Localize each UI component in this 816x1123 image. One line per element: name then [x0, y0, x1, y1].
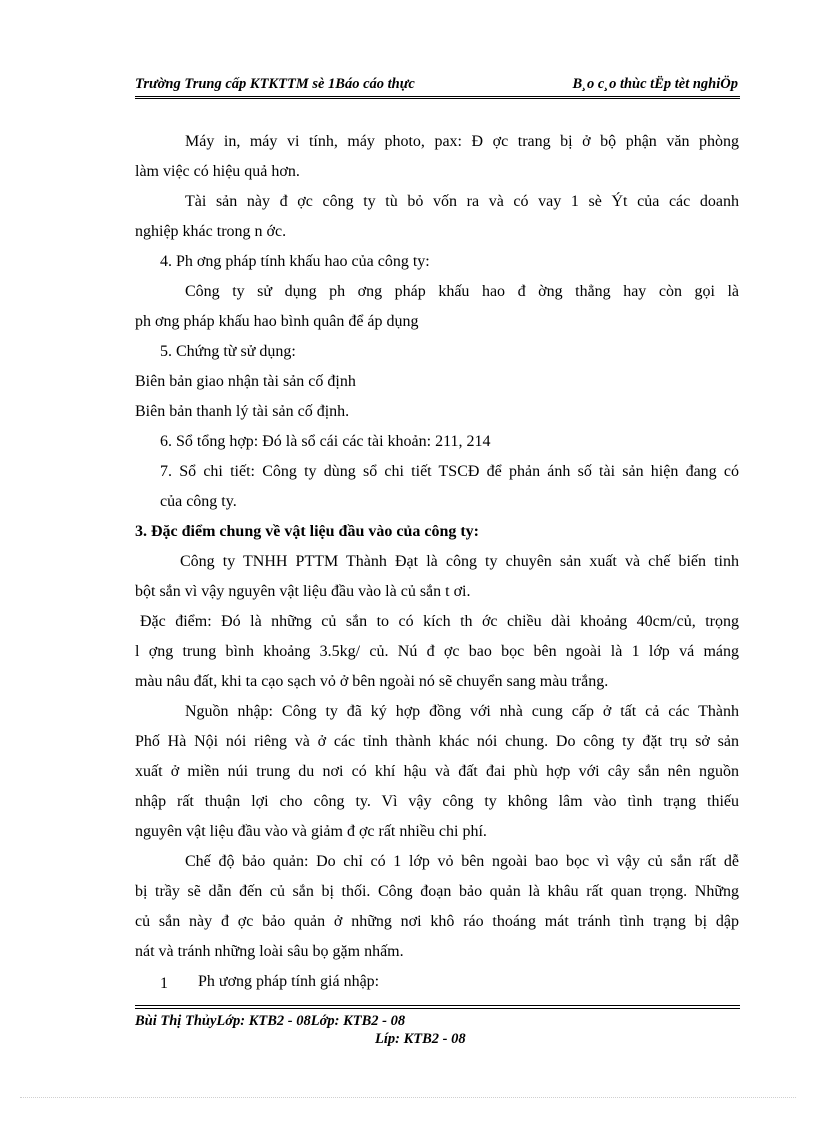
document-item: Biên bản giao nhận tài sản cố định [135, 373, 356, 390]
paragraph-line: l ợng trung bình khoảng 3.5kg/ củ. Nú đ ợc bao bọc bên ngoài là 1 lớp vá máng [135, 643, 739, 660]
paragraph-line: bị trầy sẽ dẫn đến củ sắn bị thối. Công đoạn bảo quản là khâu rất quan trọng. Những [135, 883, 739, 900]
section-heading-5: 5. Chứng từ sử dụng: [160, 343, 296, 360]
footer-class: Líp: KTB2 - 08 [375, 1031, 466, 1047]
section-heading-3: 3. Đặc điểm chung về vật liệu đầu vào của công ty: [135, 523, 479, 540]
paragraph-line: của công ty. [160, 493, 237, 510]
paragraph-line: nguyên vật liệu đầu vào và giảm đ ợc rất nhiều chi phí. [135, 823, 487, 840]
header-rule-2 [135, 98, 740, 99]
page-edge-dots [20, 1097, 796, 1098]
paragraph-line: xuất ở miền núi trung du nơi có khí hậu và đất đai phù hợp với cây sắn nên nguồn [135, 763, 739, 780]
list-number: 1 [160, 975, 168, 992]
list-item-text: Ph ương pháp tính giá nhập: [198, 973, 380, 990]
paragraph-line: Nguồn nhập: Công ty đã ký hợp đồng với nhà cung cấp ở tất cả các Thành [185, 703, 739, 720]
paragraph-line: bột sắn vì vậy nguyên vật liệu đầu vào là củ sắn t ơi. [135, 583, 471, 600]
footer-author-class: Bùi Thị ThủyLớp: KTB2 - 08Lớp: KTB2 - 08 [135, 1013, 406, 1029]
paragraph-line: ph ơng pháp khấu hao bình quân để áp dụng [135, 313, 419, 330]
paragraph-line: củ sắn này đ ợc bảo quản ở những nơi khô ráo thoáng mát tránh tình trạng bị dập [135, 913, 739, 930]
paragraph-line: Công ty sử dụng ph ơng pháp khấu hao đ ờng thẳng hay còn gọi là [185, 283, 739, 300]
paragraph-line: Máy in, máy vi tính, máy photo, pax: Đ ợc trang bị ở bộ phận văn phòng [185, 133, 739, 150]
section-heading-4: 4. Ph ơng pháp tính khấu hao của công ty: [160, 253, 430, 270]
paragraph-line: Chế độ bảo quản: Do chỉ có 1 lớp vỏ bên ngoài bao bọc vì vậy củ sắn rất dễ [185, 853, 739, 870]
paragraph-line: Phố Hà Nội nói riêng và ở các tỉnh thành khác nói chung. Do công ty đặt trụ sở sản [135, 733, 739, 750]
header-report-title: B¸o c¸o thùc tËp tèt nghiÖp [572, 76, 738, 92]
section-heading-6: 6. Sổ tổng hợp: Đó là sổ cái các tài khoản: 211, 214 [160, 433, 491, 450]
paragraph-line: màu nâu đất, khi ta cạo sạch vỏ ở bên ngoài nó sẽ chuyển sang màu trắng. [135, 673, 609, 690]
paragraph-line: Đặc điểm: Đó là những củ sắn to có kích th ớc chiều dài khoảng 40cm/củ, trọng [140, 613, 739, 630]
paragraph-line: nghiệp khác trong n ớc. [135, 223, 287, 240]
page-header [135, 76, 740, 96]
footer-rule [135, 1005, 740, 1006]
paragraph-line: làm việc có hiệu quả hơn. [135, 163, 300, 180]
section-heading-7: 7. Sổ chi tiết: Công ty dùng sổ chi tiết TSCĐ để phản ánh số tài sản hiện đang có [160, 463, 739, 480]
paragraph-line: nát và tránh những loài sâu bọ gặm nhấm. [135, 943, 404, 960]
paragraph-line: nhập rất thuận lợi cho công ty. Vì vậy công ty không lâm vào tình trạng thiếu [135, 793, 739, 810]
paragraph-line: Công ty TNHH PTTM Thành Đạt là công ty chuyên sản xuất và chế biến tinh [180, 553, 739, 570]
footer-rule-2 [135, 1008, 740, 1009]
paragraph-line: Tài sản này đ ợc công ty tù bỏ vốn ra và có vay 1 sè Ýt của các doanh [185, 193, 739, 210]
header-school: Trường Trung cấp KTKTTM sè 1Báo cáo thực [135, 76, 415, 92]
document-item: Biên bản thanh lý tài sản cố định. [135, 403, 350, 420]
header-rule [135, 96, 740, 97]
